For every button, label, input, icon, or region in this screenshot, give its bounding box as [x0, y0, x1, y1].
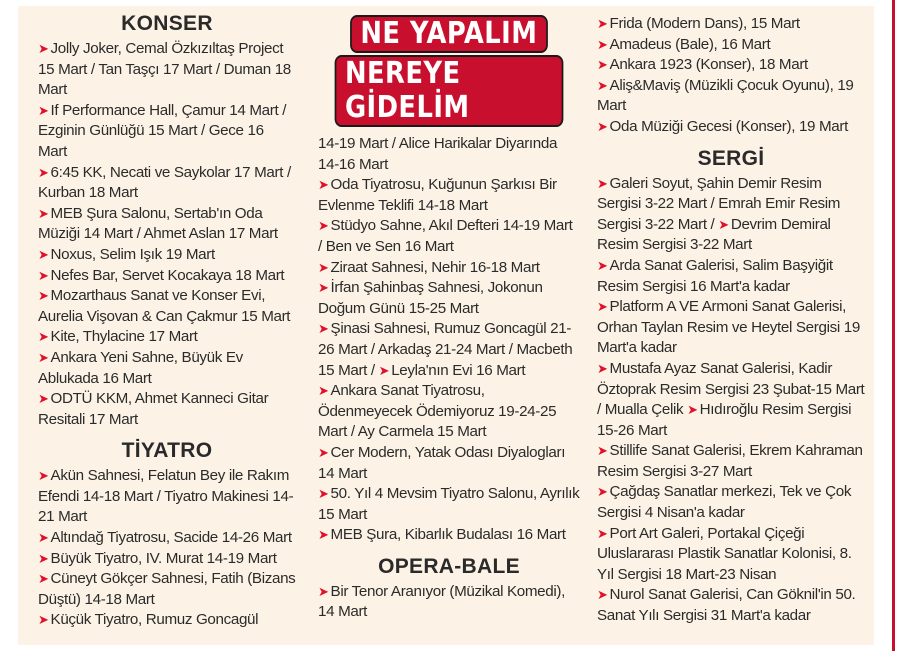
bullet-arrow-icon: ➤	[318, 177, 329, 193]
list-item	[597, 359, 865, 441]
list-item	[38, 569, 296, 610]
list-item-text: Çağdaş Sanatlar merkezi, Tek ve Çok Sergisi 4 Nisan'a kadar	[597, 483, 852, 522]
list-item-text: Mozarthaus Sanat ve Konser Evi, Aurelia Vişovan & Can Çakmur 15 Mart	[38, 287, 291, 325]
bullet-arrow-icon: ➤	[38, 102, 49, 118]
list-item-text: Büyük Tiyatro, IV. Murat 14-19 Mart	[50, 549, 277, 567]
column-left	[38, 10, 296, 631]
list-item	[318, 278, 580, 319]
opera-list-part1	[318, 582, 580, 623]
list-item-text: Port Art Galeri, Portakal Çiçeği Uluslararası Plastik Sanatlar Kolonisi, 8. Yıl Sergisi 18 Mart-23 Nisan	[597, 524, 852, 583]
list-item	[38, 101, 296, 163]
tiyatro-continued-lead: 14-19 Mart / Alice Harikalar Diyarında 14-16 Mart	[318, 135, 558, 173]
bullet-arrow-icon: ➤	[38, 571, 49, 587]
bullet-arrow-icon: ➤	[597, 36, 608, 52]
list-item	[597, 117, 865, 138]
list-item	[597, 524, 865, 586]
list-item	[38, 286, 296, 327]
bullet-arrow-icon: ➤	[597, 257, 608, 273]
list-item-text: Arda Sanat Galerisi, Salim Başyiğit Resim Sergisi 16 Mart'a kadar	[597, 256, 833, 295]
bullet-arrow-icon: ➤	[597, 77, 608, 93]
bullet-arrow-icon: ➤	[597, 175, 608, 191]
bullet-arrow-icon: ➤	[38, 246, 49, 262]
list-item	[597, 441, 865, 482]
bullet-arrow-icon: ➤	[687, 402, 698, 418]
bullet-arrow-icon: ➤	[38, 550, 49, 566]
list-item-text: Stillife Sanat Galerisi, Ekrem Kahraman Resim Sergisi 3-27 Mart	[597, 442, 863, 480]
list-item	[597, 585, 865, 626]
list-item	[38, 204, 296, 245]
list-item	[38, 466, 296, 528]
list-item-text: Jolly Joker, Cemal Özkızıltaş Project 15 Mart / Tan Taşçı 17 Mart / Duman 18 Mart	[38, 40, 291, 99]
list-item-text: Mustafa Ayaz Sanat Galerisi, Kadir Öztoprak Resim Sergisi 23 Şubat-15 Mart / Mualla Çelik ➤ Hıdıroğlu Resim Sergisi 15-26 Mart	[597, 359, 865, 439]
bullet-arrow-icon: ➤	[38, 530, 49, 546]
list-item-text: Akün Sahnesi, Felatun Bey ile Rakım Efendi 14-18 Mart / Tiyatro Makinesi 14-21 Mart	[38, 467, 294, 526]
list-item-text: 50. Yıl 4 Mevsim Tiyatro Salonu, Ayrılık 15 Mart	[318, 485, 580, 523]
bullet-arrow-icon: ➤	[597, 57, 608, 73]
column-right	[597, 14, 865, 627]
list-item	[38, 528, 296, 549]
banner-line-2: NEREYE GİDELİM	[336, 57, 561, 125]
bullet-arrow-icon: ➤	[597, 484, 608, 500]
list-item-text: Galeri Soyut, Şahin Demir Resim Sergisi 3-22 Mart / Emrah Emir Resim Sergisi 3-22 Mart / ➤ Devrim Demiral Resim Sergisi 3-22 Mart	[597, 174, 841, 254]
opera-heading: OPERA-BALE	[378, 554, 520, 578]
list-item	[38, 549, 296, 570]
list-item	[38, 245, 296, 266]
list-item-text: Nefes Bar, Servet Kocakaya 18 Mart	[50, 266, 285, 284]
bullet-arrow-icon: ➤	[597, 16, 608, 31]
list-item-text: Stüdyo Sahne, Akıl Defteri 14-19 Mart / Ben ve Sen 16 Mart	[318, 217, 573, 255]
list-item	[318, 216, 580, 257]
list-item	[38, 39, 296, 101]
konser-heading: KONSER	[121, 12, 213, 35]
bullet-arrow-icon: ➤	[597, 443, 608, 459]
sergi-list	[597, 174, 865, 627]
bullet-arrow-icon: ➤	[38, 164, 49, 180]
bullet-arrow-icon: ➤	[318, 383, 329, 399]
bullet-arrow-icon: ➤	[318, 321, 329, 337]
list-item	[38, 348, 296, 389]
page-edge-rule	[892, 0, 895, 651]
list-item-text: Kite, Thylacine 17 Mart	[50, 328, 198, 346]
list-item	[38, 610, 296, 631]
list-item	[597, 256, 865, 297]
list-item	[597, 297, 865, 359]
list-item-text: Altındağ Tiyatrosu, Sacide 14-26 Mart	[50, 529, 292, 547]
list-item	[318, 381, 580, 443]
list-item-text: 6:45 KK, Necati ve Saykolar 17 Mart / Kurban 18 Mart	[38, 163, 291, 202]
bullet-arrow-icon: ➤	[318, 486, 329, 502]
list-item	[318, 175, 580, 216]
bullet-arrow-icon: ➤	[38, 288, 49, 304]
list-item	[597, 55, 865, 76]
list-item	[318, 484, 580, 525]
list-item	[597, 482, 865, 523]
ne-yapalim-banner	[318, 14, 580, 128]
opera-list-part2	[597, 14, 865, 138]
list-item	[597, 174, 865, 256]
bullet-arrow-icon: ➤	[38, 41, 49, 56]
list-item-text: Oda Müziği Gecesi (Konser), 19 Mart	[609, 117, 848, 135]
list-item-text: Bir Tenor Aranıyor (Müzikal Komedi), 14 Mart	[318, 582, 565, 621]
list-item	[597, 14, 865, 35]
list-item	[38, 266, 296, 287]
bullet-arrow-icon: ➤	[597, 299, 608, 315]
bullet-arrow-icon: ➤	[597, 118, 608, 134]
list-item-text: Ankara Sanat Tiyatrosu, Ödenmeyecek Ödemiyoruz 19-24-25 Mart / Ay Carmela 15 Mart	[318, 382, 557, 441]
list-item	[38, 163, 296, 204]
bullet-arrow-icon: ➤	[597, 525, 608, 541]
list-item-text: MEB Şura Salonu, Sertab'ın Oda Müziği 14 Mart / Ahmet Aslan 17 Mart	[38, 204, 278, 243]
list-item-text: Küçük Tiyatro, Rumuz Goncagül	[50, 611, 259, 629]
list-item-text: MEB Şura, Kibarlık Budalası 16 Mart	[330, 526, 566, 544]
column-middle	[318, 14, 580, 623]
list-item-text: Nurol Sanat Galerisi, Can Göknil'in 50. Sanat Yılı Sergisi 31 Mart'a kadar	[597, 586, 856, 625]
bullet-arrow-icon: ➤	[318, 259, 329, 275]
list-item-text: Amadeus (Bale), 16 Mart	[609, 35, 771, 53]
list-item-text: Platform A VE Armoni Sanat Galerisi, Orhan Taylan Resim ve Heytel Sergisi 19 Mart'a kadar	[597, 298, 860, 357]
list-item-text: Frida (Modern Dans), 15 Mart	[609, 15, 800, 32]
sergi-heading: SERGİ	[697, 146, 765, 170]
tiyatro-heading: TİYATRO	[121, 439, 213, 463]
list-item	[597, 35, 865, 56]
konser-list	[38, 39, 296, 430]
bullet-arrow-icon: ➤	[318, 583, 329, 599]
bullet-arrow-icon: ➤	[38, 205, 49, 221]
list-item-text: Ankara Yeni Sahne, Büyük Ev Ablukada 16 Mart	[38, 348, 243, 387]
list-item	[38, 327, 296, 348]
list-item-text: Oda Tiyatrosu, Kuğunun Şarkısı Bir Evlenme Teklifi 14-18 Mart	[318, 176, 557, 214]
bullet-arrow-icon: ➤	[597, 360, 608, 376]
list-item-text: ODTÜ KKM, Ahmet Kanneci Gitar Resitali 17 Mart	[38, 390, 269, 428]
list-item-text: Cer Modern, Yatak Odası Diyalogları 14 Mart	[318, 443, 566, 482]
bullet-arrow-icon: ➤	[38, 349, 49, 365]
tiyatro-list	[38, 466, 296, 631]
bullet-arrow-icon: ➤	[38, 391, 49, 407]
list-item	[597, 76, 865, 117]
list-item	[38, 389, 296, 430]
bullet-arrow-icon: ➤	[318, 280, 329, 296]
bullet-arrow-icon: ➤	[38, 329, 49, 345]
list-item-text: If Performance Hall, Çamur 14 Mart / Ezginin Günlüğü 15 Mart / Gece 16 Mart	[38, 101, 287, 160]
list-item-text: Cüneyt Gökçer Sahnesi, Fatih (Bizans Düştü) 14-18 Mart	[38, 570, 296, 608]
bullet-arrow-icon: ➤	[318, 527, 329, 543]
list-item	[318, 443, 580, 484]
tiyatro-continued-list	[318, 175, 580, 546]
list-item-text: Şinasi Sahnesi, Rumuz Goncagül 21-26 Mart / Arkadaş 21-24 Mart / Macbeth 15 Mart / ➤ Leyla'nın Evi 16 Mart	[318, 320, 573, 379]
bullet-arrow-icon: ➤	[38, 468, 49, 484]
list-item	[318, 319, 580, 381]
bullet-arrow-icon: ➤	[38, 612, 49, 628]
bullet-arrow-icon: ➤	[718, 216, 729, 232]
bullet-arrow-icon: ➤	[38, 267, 49, 283]
bullet-arrow-icon: ➤	[378, 362, 390, 378]
bullet-arrow-icon: ➤	[318, 218, 329, 234]
list-item	[318, 525, 580, 546]
list-item-text: Ankara 1923 (Konser), 18 Mart	[609, 56, 808, 74]
list-item	[318, 582, 580, 623]
list-item-text: Aliş&Maviş (Müzikli Çocuk Oyunu), 19 Mart	[597, 76, 854, 115]
banner-line-1: NE YAPALIM	[352, 17, 546, 51]
bullet-arrow-icon: ➤	[597, 587, 608, 603]
list-item-text: Noxus, Selim Işık 19 Mart	[50, 245, 215, 263]
list-item-text: İrfan Şahinbaş Sahnesi, Jokonun Doğum Günü 15-25 Mart	[318, 279, 543, 317]
list-item-text: Ziraat Sahnesi, Nehir 16-18 Mart	[330, 258, 540, 276]
list-item	[318, 258, 580, 279]
bullet-arrow-icon: ➤	[318, 444, 329, 460]
